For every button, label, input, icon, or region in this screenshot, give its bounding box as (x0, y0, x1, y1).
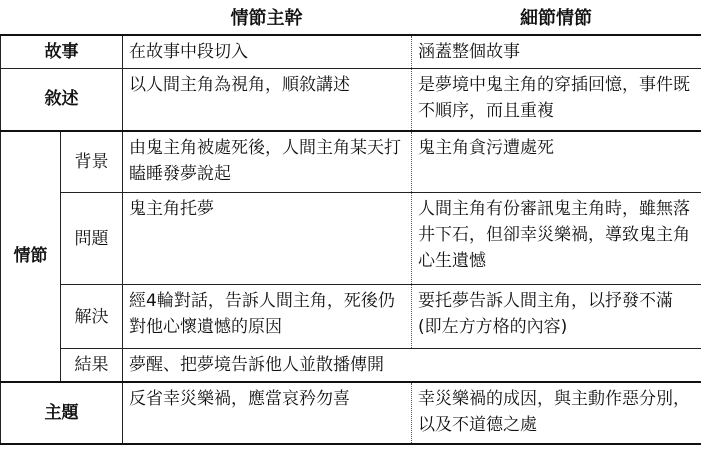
row-label-story: 故事 (1, 35, 123, 69)
story-detail-cell: 涵蓋整個故事 (412, 35, 701, 69)
narrative-main-cell: 以人間主角為視角，順敘講述 (123, 69, 412, 131)
background-main-cell: 由鬼主角被處死後，人間主角某天打瞌睡發夢說起 (123, 131, 412, 193)
row-label-plot: 情節 (1, 131, 61, 383)
problem-detail-cell: 人間主角有份審訊鬼主角時，雖無落井下石，但卻幸災樂禍，導致鬼主角心生遺憾 (412, 193, 701, 285)
header-detail-plot: 細節情節 (520, 8, 592, 29)
result-cell: 夢醒、把夢境告訴他人並散播傳開 (123, 349, 701, 383)
row-label-narrative: 敘述 (1, 69, 123, 131)
solution-detail-cell: 要托夢告訴人間主角，以抒發不滿(即左方方格的內容) (412, 285, 701, 349)
story-main-cell: 在故事中段切入 (123, 35, 412, 69)
sub-label-background: 背景 (61, 131, 123, 193)
header-main-plot: 情節主幹 (230, 8, 303, 29)
solution-main-cell: 經4輪對話，告訴人間主角，死後仍對他心懷遺憾的原因 (123, 285, 412, 349)
theme-detail-cell: 幸災樂禍的成因，與主動作惡分別，以及不道德之處 (412, 382, 701, 444)
plot-comparison-table (0, 34, 701, 445)
background-detail-cell: 鬼主角貪污遭處死 (412, 131, 701, 193)
sub-label-problem: 問題 (61, 193, 123, 285)
sub-label-solution: 解決 (61, 285, 123, 349)
theme-main-cell: 反省幸災樂禍，應當哀矜勿喜 (123, 382, 412, 444)
problem-main-cell: 鬼主角托夢 (123, 193, 412, 285)
narrative-detail-cell: 是夢境中鬼主角的穿插回憶，事件既不順序，而且重複 (412, 69, 701, 131)
row-label-theme: 主題 (1, 382, 123, 444)
sub-label-result: 結果 (61, 349, 123, 383)
